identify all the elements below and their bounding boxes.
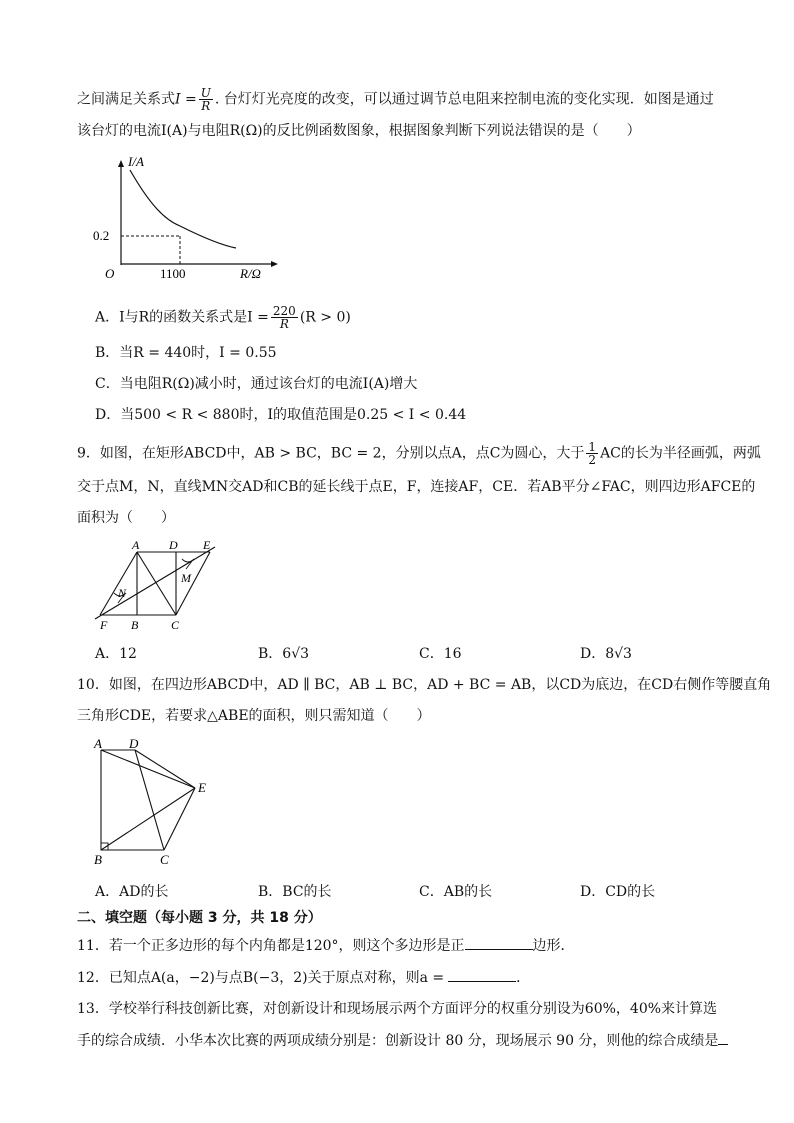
q8-formula-frac <box>199 87 213 112</box>
q11-pre: 11．若一个正多边形的每个内角都是120°，则这个多边形是正 <box>77 938 465 954</box>
q13-line1: 13．学校举行科技创新比赛，对创新设计和现场展示两个方面评分的权重分别设为60%，40%来计算选 <box>77 1001 718 1017</box>
q8-x-arrow <box>271 261 278 267</box>
q9-label-D: D <box>169 538 178 552</box>
q8-x-tick: 1100 <box>160 266 186 281</box>
q8-x-label: R/Ω <box>240 266 261 281</box>
section2-title: 二、填空题（每小题 3 分，共 18 分） <box>77 910 322 926</box>
q9-option-c: C．16 <box>419 646 462 662</box>
q8-formula-lhs: I = <box>175 91 197 108</box>
q12-post: ． <box>516 970 531 986</box>
q10-label-A: A <box>94 736 102 751</box>
q13-line2-text: 手的综合成绩．小华本次比赛的两项成绩分别是：创新设计 80 分，现场展示 90 分，则他的综合成绩是 <box>77 1033 719 1049</box>
q10-label-B: B <box>94 852 102 867</box>
q8-origin: O <box>105 266 115 281</box>
q8-formula-num: U <box>200 86 211 100</box>
q10-option-d: D．CD的长 <box>580 884 656 900</box>
q9-frac-num: 1 <box>588 440 597 454</box>
q9-frac <box>586 441 598 466</box>
q8-option-b: B．当R = 440时，I = 0.55 <box>95 345 277 361</box>
q8-line1-post: . 台灯灯光亮度的改变，可以通过调节总电阻来控制电流的变化实现．如图是通过 <box>214 91 714 108</box>
q8-option-a <box>95 305 351 330</box>
q8-option-a-num: 220 <box>272 304 296 318</box>
q8-option-a-den: R <box>279 317 289 331</box>
q10-option-a: A．AD的长 <box>95 884 169 900</box>
q11-post: 边形． <box>532 938 575 954</box>
q10-line1: 10．如图，在四边形ABCD中，AD ∥ BC，AB ⊥ BC，AD + BC = AB，以CD为底边，在CD右侧作等腰直角 <box>77 677 772 693</box>
q9-line1-pre: 9．如图，在矩形ABCD中，AB > BC，BC = 2，分别以点A，点C为圆心，大于 <box>77 445 585 462</box>
q10-label-E: E <box>198 780 206 795</box>
q9-seg-AF <box>100 552 137 615</box>
q9-option-b: B．6√3 <box>258 646 310 662</box>
q8-option-c: C．当电阻R(Ω)减小时，通过该台灯的电流I(A)增大 <box>95 376 418 392</box>
q8-option-a-post: (R > 0) <box>299 309 351 326</box>
q9-line1 <box>77 441 761 466</box>
q10-label-C: C <box>160 852 169 867</box>
q11 <box>77 935 575 956</box>
q8-formula-den: R <box>201 99 211 113</box>
q8-option-a-pre: A．I与R的函数关系式是I = <box>95 309 269 326</box>
q9-seg-AC <box>137 552 176 615</box>
q9-seg-EF <box>95 547 215 619</box>
q9-label-E: E <box>203 538 211 552</box>
q9-label-M: M <box>181 571 191 585</box>
q8-y-arrow <box>118 160 124 167</box>
q10-seg-AE <box>101 750 195 788</box>
q9-line2: 交于点M，N，直线MN交AD和CB的延长线于点E，F，连接AF，CE．若AB平分∠FAC，则四边形AFCE的 <box>77 479 756 495</box>
q8-line2: 该台灯的电流I(A)与电阻R(Ω)的反比例函数图象，根据图象判断下列说法错误的是（ ） <box>77 123 641 139</box>
q9-arc-m <box>182 559 194 569</box>
q8-option-a-frac <box>271 305 298 330</box>
q10-option-b: B．BC的长 <box>258 884 332 900</box>
q13-blank[interactable] <box>718 1030 728 1045</box>
q8-line1 <box>77 87 714 112</box>
q9-line1-post: AC的长为半径画弧，两弧 <box>600 445 761 462</box>
q9-label-A: A <box>132 538 140 552</box>
q10-label-D: D <box>129 736 139 751</box>
q11-blank[interactable] <box>465 935 533 950</box>
q8-y-label: I/A <box>128 154 144 169</box>
q9-label-N: N <box>118 586 127 600</box>
q9-label-B: B <box>131 618 139 632</box>
q8-y-tick: 0.2 <box>93 228 110 243</box>
q9-label-C: C <box>171 618 180 632</box>
q8-line1-pre: 之间满足关系式 <box>77 91 175 108</box>
q10-seg-CE <box>164 788 195 850</box>
q12-blank[interactable] <box>448 967 516 982</box>
q9-figure <box>90 535 230 635</box>
q9-option-d: D．8√3 <box>580 646 632 662</box>
q9-label-F: F <box>100 618 108 632</box>
q10-option-c: C．AB的长 <box>419 884 493 900</box>
q8-graph <box>90 150 290 285</box>
q8-option-d: D．当500 < R < 880时，I的取值范围是0.25 < I < 0.44 <box>95 407 467 423</box>
q12-pre: 12．已知点A(a，−2)与点B(−3，2)关于原点对称，则a = <box>77 970 445 986</box>
q8-curve <box>130 170 236 248</box>
q9-line3: 面积为（ ） <box>77 510 175 526</box>
q9-frac-den: 2 <box>588 453 597 467</box>
q10-seg-BE <box>101 788 195 850</box>
q13-line2 <box>77 1030 728 1051</box>
q9-option-a: A．12 <box>95 646 137 662</box>
q10-figure <box>88 735 228 870</box>
q10-line2: 三角形CDE，若要求△ABE的面积，则只需知道（ ） <box>77 708 431 724</box>
q12 <box>77 967 530 988</box>
